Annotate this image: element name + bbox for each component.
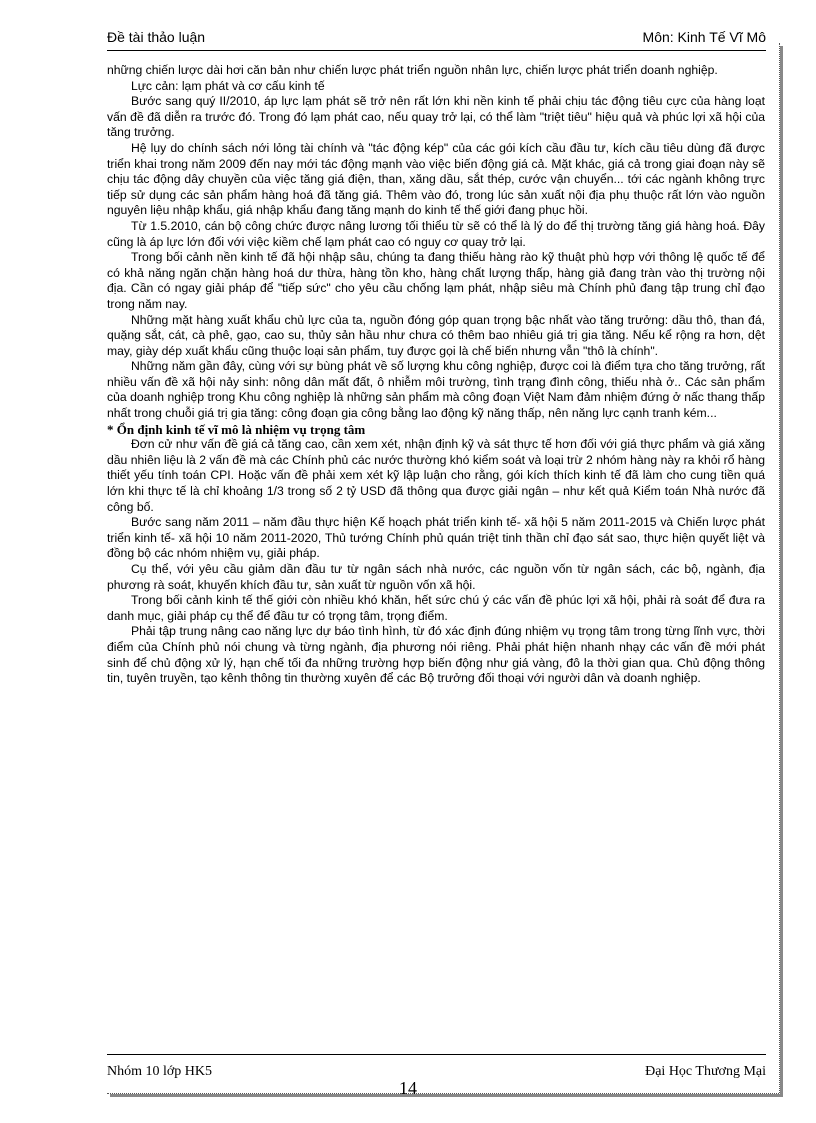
paragraph: Những mặt hàng xuất khẩu chủ lực của ta, nguồn đóng góp quan trọng bậc nhất vào tăng trưởng: dầu thô, than đá, quặng sắt, cát, cà phê, gạo, cao su, thủy sản hầu như chưa có thêm bao nhiêu giá trị gia tăng. Nếu kể rộng ra hơn, dệt may, giày dép xuất khẩu cũng thuộc loại sản phẩm, tuy được gọi là chế biến nhưng vẫn "thô là chính". [107, 312, 765, 358]
document-body [107, 63, 765, 687]
header-topic: Đề tài thảo luận [107, 29, 206, 45]
paragraph: Cụ thể, với yêu cầu giảm dần đầu tư từ ngân sách nhà nước, các nguồn vốn từ ngân sách, các bộ, ngành, địa phương rà soát, khuyến khích đầu tư, sản xuất từ nguồn vốn xã hội. [107, 562, 765, 592]
header-subject: Môn: Kinh Tế Vĩ Mô [642, 29, 766, 45]
paragraph: Những năm gần đây, cùng với sự bùng phát về số lượng khu công nghiệp, được coi là điểm tựa cho tăng trưởng, rất nhiều vấn đề xã hội nảy sinh: nông dân mất đất, ô nhiễm môi trường, tình trạng đình công, thiếu nhà ở.. Các sản phẩm của doanh nghiệp trong Khu công nghiệp là những sản phẩm mà công đoạn Việt Nam đảm nhiệm đứng ở nấc thang thấp nhất trong chuỗi giá trị gia tăng: công đoạn gia công bằng lao động kỹ năng thấp, nên năng lực cạnh tranh kém... [107, 359, 765, 421]
paragraph: Trong bối cảnh nền kinh tế đã hội nhập sâu, chúng ta đang thiếu hàng rào kỹ thuật phù hợp với thông lệ quốc tế để có khả năng ngăn chặn hàng hoá dư thừa, hàng tồn kho, hàng chất lượng thấp, hàng giả đang tràn vào thị trường nội địa. Cần có ngay giải pháp để "tiếp sức" cho yêu cầu chống lạm phát, nhập siêu mà Chính phủ đang tập trung chỉ đạo trong năm nay. [107, 250, 765, 311]
page-border-right [779, 43, 780, 1093]
footer-group: Nhóm 10 lớp HK5 [107, 1064, 213, 1079]
paragraph: Bước sang năm 2011 – năm đầu thực hiện Kế hoạch phát triển kinh tế- xã hội 5 năm 2011-2015 và Chiến lược phát triển kinh tế- xã hội 10 năm 2011-2020, Thủ tướng Chính phủ quán triệt tinh thần chỉ đạo sát sao, thực hiện quyết liệt và đồng bộ các nhóm nhiệm vụ, giải pháp. [107, 515, 765, 561]
paragraph: Trong bối cảnh kinh tế thế giới còn nhiều khó khăn, hết sức chú ý các vấn đề phúc lợi xã hội, phải rà soát để đưa ra danh mục, giải pháp cụ thể để đầu tư có trọng tâm, trọng điểm. [107, 593, 765, 623]
page-border-shadow-right [780, 46, 783, 1097]
paragraph: Từ 1.5.2010, cán bộ công chức được nâng lương tối thiểu từ sẽ có thể là lý do để thị trường tăng giá hàng hoá. Đây cũng là áp lực lớn đối với việc kiềm chế lạm phát cao có nguy cơ quay trở lại. [107, 218, 765, 249]
paragraph: Đơn cử như vấn đề giá cả tăng cao, cần xem xét, nhận định kỹ và sát thực tế hơn đối với giá thực phẩm và giá xăng dầu nhiên liệu là 2 vấn đề mà các Chính phủ các nước thường khó kiểm soát và loại trừ 2 nhóm hàng này ra khỏi rổ hàng thiết yếu tính toán CPI. Hoặc vấn đề phải xem xét kỹ lập luận cho rằng, gói kích thích kinh tế đã làm cho cung tiền quá lớn khi thực tế là chỉ khoảng 1/3 trong số 2 tỷ USD đã thông qua được giải ngân – như kết quả Kiểm toán Nhà nước đã công bố. [107, 437, 765, 514]
page-header [107, 28, 766, 51]
page-number: 14 [399, 1078, 417, 1098]
paragraph: những chiến lược dài hơi căn bản như chiến lược phát triển nguồn nhân lực, chiến lược phát triển doanh nghiệp. [107, 63, 718, 77]
paragraph: Phải tập trung nâng cao năng lực dự báo tình hình, từ đó xác định đúng nhiệm vụ trọng tâm trong từng lĩnh vực, thời điểm của Chính phủ nói chung và từng ngành, địa phương nói riêng. Phải phát hiện nhanh nhạy các vấn đề mới phát sinh để chủ động xử lý, hạn chế tối đa những trường hợp biến động như giá vàng, đô la thời gian qua. Chủ động thông tin, tuyên truyền, tạo kênh thông tin thường xuyên để các Bộ trưởng đối thoại với người dân và doanh nghiệp. [107, 624, 765, 686]
paragraph: Hệ lụy do chính sách nới lỏng tài chính và "tác động kép" của các gói kích cầu đầu tư, kích cầu tiêu dùng đã được triển khai trong năm 2009 đến nay mới tác động mạnh vào việc biến động giá cả. Mặt khác, giá cả trong giai đoạn này sẽ chịu tác động dây chuyền của việc tăng giá điện, than, xăng dầu, sắt thép, cước vận chuyển... tới các ngành không trực tiếp sử dụng các sản phẩm hàng hoá đã tăng giá. Thêm vào đó, trong lúc sản xuất nội địa phụ thuộc rất lớn vào nguồn nguyên liệu nhập khẩu, giá nhập khẩu đang tăng mạnh do kinh tế thế giới đang phục hồi. [107, 140, 765, 218]
footer-university: Đại Học Thương Mại [645, 1064, 766, 1079]
section-heading: * Ổn định kinh tế vĩ mô là nhiệm vụ trọng tâm [107, 421, 366, 437]
paragraph: Lực cản: lạm phát và cơ cấu kinh tế [131, 78, 325, 93]
page-footer [107, 1054, 766, 1079]
paragraph: Bước sang quý II/2010, áp lực lạm phát sẽ trở nên rất lớn khi nền kinh tế phải chịu tác động tiêu cực của hàng loạt vấn đề đã diễn ra trước đó. Trong đó lạm phát cao, nếu quay trở lại, có thể làm "triệt tiêu" hiệu quả và phúc lợi xã hội của tăng trưởng. [107, 94, 765, 140]
